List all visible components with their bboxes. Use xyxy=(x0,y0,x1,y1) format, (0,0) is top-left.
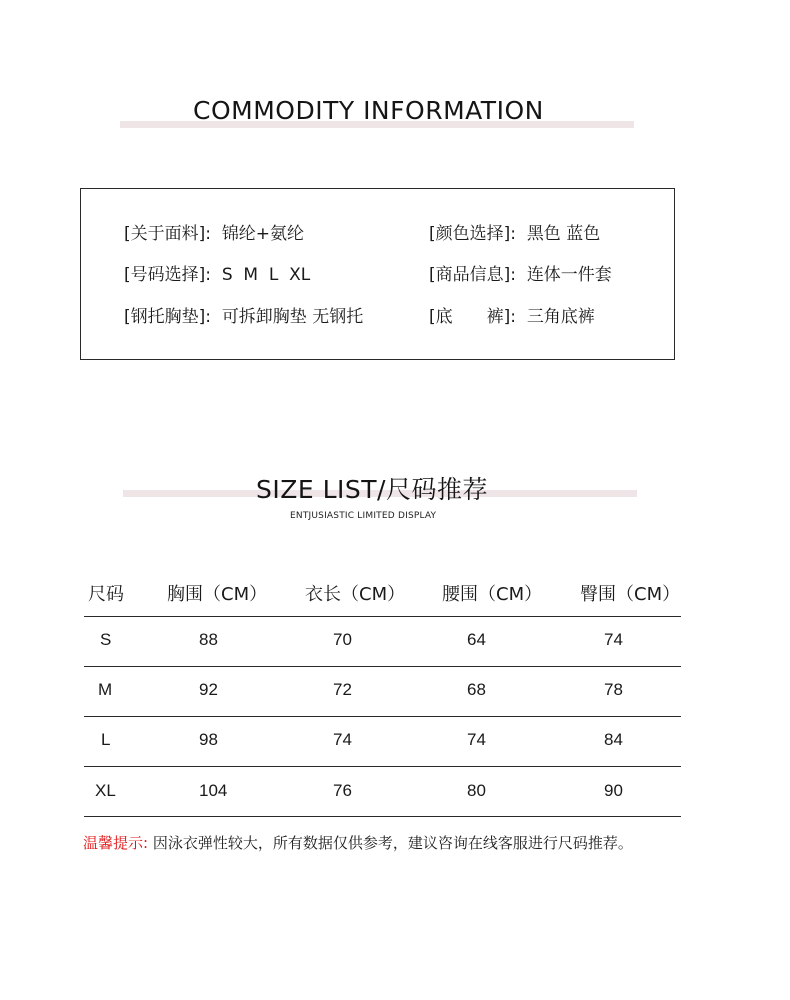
warm-tip-text: 因泳衣弹性较大，所有数据仅供参考，建议咨询在线客服进行尺码推荐。 xyxy=(148,834,633,852)
info-briefs: [底 裤]: 三角底裤 xyxy=(429,307,595,327)
commodity-heading: COMMODITY INFORMATION xyxy=(193,96,544,125)
table-cell-bust: 104 xyxy=(199,781,228,800)
size-heading: SIZE LIST/尺码推荐 xyxy=(256,475,488,504)
table-divider xyxy=(84,616,681,617)
header-length: 衣长（CM） xyxy=(305,584,406,605)
table-cell-size: S xyxy=(100,630,112,649)
info-padding: [钢托胸垫]: 可拆卸胸垫 无钢托 xyxy=(124,307,364,327)
warm-tip-label: 温馨提示: xyxy=(83,834,149,852)
commodity-info-box xyxy=(80,188,675,360)
table-cell-size: L xyxy=(101,730,111,749)
info-color-label: [颜色选择] xyxy=(429,224,511,244)
table-divider xyxy=(84,716,681,717)
table-cell-waist: 68 xyxy=(467,680,486,699)
table-cell-bust: 88 xyxy=(199,630,218,649)
warm-tip xyxy=(83,832,633,853)
info-size-value: S M L XL xyxy=(221,265,311,285)
table-cell-length: 72 xyxy=(333,680,352,699)
header-hip: 臀围（CM） xyxy=(580,584,681,605)
info-fabric-value: 锦纶+氨纶 xyxy=(221,224,305,244)
info-briefs-value: 三角底裤 xyxy=(526,307,595,327)
info-product: [商品信息]: 连体一件套 xyxy=(429,265,612,285)
info-briefs-label: [底 裤] xyxy=(429,307,511,327)
header-bust: 胸围（CM） xyxy=(167,584,268,605)
info-padding-value: 可拆卸胸垫 无钢托 xyxy=(221,307,364,327)
header-size: 尺码 xyxy=(88,584,124,605)
info-fabric: [关于面料]: 锦纶+氨纶 xyxy=(124,224,305,244)
size-subtitle: ENTJUSIASTIC LIMITED DISPLAY xyxy=(290,511,437,521)
info-fabric-label: [关于面料] xyxy=(124,224,206,244)
table-cell-hip: 84 xyxy=(604,730,623,749)
info-color-value: 黑色 蓝色 xyxy=(526,224,601,244)
table-cell-bust: 92 xyxy=(199,680,218,699)
table-divider xyxy=(84,666,681,667)
table-cell-waist: 64 xyxy=(467,630,486,649)
table-cell-size: XL xyxy=(95,781,116,800)
info-padding-label: [钢托胸垫] xyxy=(124,307,206,327)
table-cell-size: M xyxy=(98,680,113,699)
table-cell-hip: 74 xyxy=(604,630,623,649)
table-cell-waist: 80 xyxy=(467,781,486,800)
table-cell-hip: 90 xyxy=(604,781,623,800)
header-waist: 腰围（CM） xyxy=(442,584,543,605)
info-color: [颜色选择]: 黑色 蓝色 xyxy=(429,224,601,244)
table-cell-length: 74 xyxy=(333,730,352,749)
table-cell-waist: 74 xyxy=(467,730,486,749)
table-divider xyxy=(84,816,681,817)
table-cell-hip: 78 xyxy=(604,680,623,699)
info-product-value: 连体一件套 xyxy=(526,265,612,285)
table-cell-length: 70 xyxy=(333,630,352,649)
info-product-label: [商品信息] xyxy=(429,265,511,285)
info-size-label: [号码选择] xyxy=(124,265,206,285)
info-size: [号码选择]: S M L XL xyxy=(124,265,311,285)
table-cell-bust: 98 xyxy=(199,730,218,749)
table-divider xyxy=(84,766,681,767)
table-cell-length: 76 xyxy=(333,781,352,800)
